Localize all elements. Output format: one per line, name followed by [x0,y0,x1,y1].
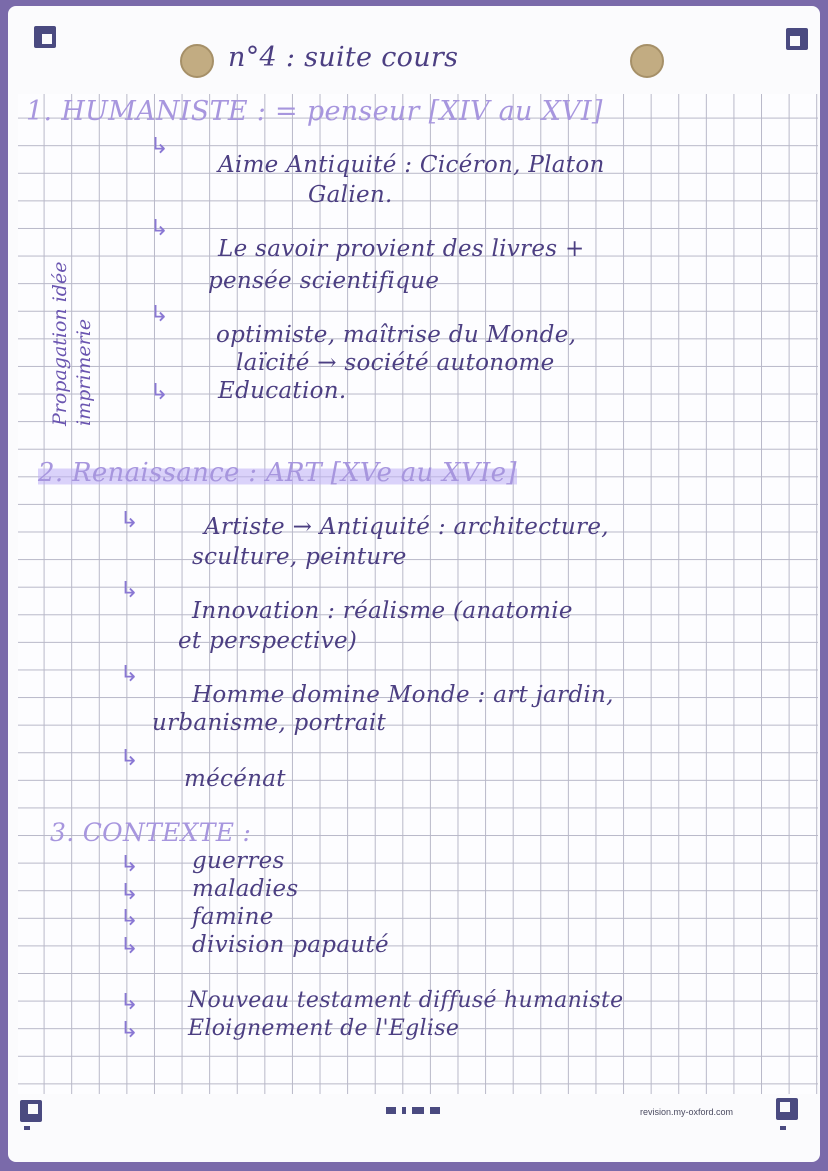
arrow-icon: ↳ [120,746,138,771]
section-heading-text: 2. Renaissance : ART [XVe au XVIe] [38,458,517,488]
arrow-icon: ↳ [120,852,138,877]
arrow-icon: ↳ [120,578,138,603]
corner-marker-icon [34,26,56,48]
note-line: Homme domine Monde : art jardin, [192,682,614,708]
arrow-icon: ↳ [120,990,138,1015]
note-line: et perspective) [178,628,358,654]
arrow-icon: ↳ [120,906,138,931]
page-title: n°4 : suite cours [228,42,459,73]
corner-marker-icon [20,1100,42,1122]
list-item: guerres [192,848,285,874]
note-line: laïcité → société autonome [236,350,555,376]
margin-note [48,262,96,426]
mini-marker-icon [780,1126,786,1130]
list-item: division papauté [192,932,389,958]
list-item: maladies [192,876,299,902]
note-line: sculture, peinture [192,544,407,570]
section-heading-humaniste: 1. HUMANISTE : = penseur [XIV au XVI] [26,96,603,127]
note-text: Artiste → Antiquité : architecture, [204,514,609,540]
note-line: mécénat [184,766,286,792]
punch-hole-left [180,44,214,78]
corner-marker-icon [776,1098,798,1120]
margin-note-line: imprimerie [73,318,95,426]
arrow-icon: ↳ [150,380,168,405]
section-heading-contexte: 3. CONTEXTE : [50,818,252,847]
note-line: Galien. [308,182,393,208]
corner-marker-icon [786,28,808,50]
note-line: Nouveau testament diffusé humaniste [188,988,624,1013]
arrow-icon: ↳ [150,134,168,159]
arrow-icon: ↳ [120,880,138,905]
arrow-icon: ↳ [150,302,168,327]
note-line: Innovation : réalisme (anatomie [192,598,573,624]
note-line: pensée scientifique [208,268,440,294]
note-line [204,514,609,540]
arrow-icon: ↳ [120,934,138,959]
punch-hole-right [630,44,664,78]
note-line: Le savoir provient des livres + [218,236,585,262]
margin-note-line: Propagation idée [49,261,71,426]
note-line: Eloignement de l'Eglise [188,1016,460,1041]
arrow-icon: ↳ [120,1018,138,1043]
note-line: optimiste, maîtrise du Monde, [216,322,577,348]
footer-logo-icon [386,1106,440,1114]
arrow-icon: ↳ [150,216,168,241]
note-line: Aime Antiquité : Cicéron, Platon [218,152,605,178]
list-item: famine [192,904,274,930]
note-line: urbanisme, portrait [152,710,387,736]
note-line: Education. [218,378,347,404]
footer-site-url: revision.my-oxford.com [640,1107,734,1117]
section-heading-renaissance [38,458,517,488]
mini-marker-icon [24,1126,30,1130]
arrow-icon: ↳ [120,662,138,687]
arrow-icon: ↳ [120,508,138,533]
notebook-page [8,6,820,1162]
